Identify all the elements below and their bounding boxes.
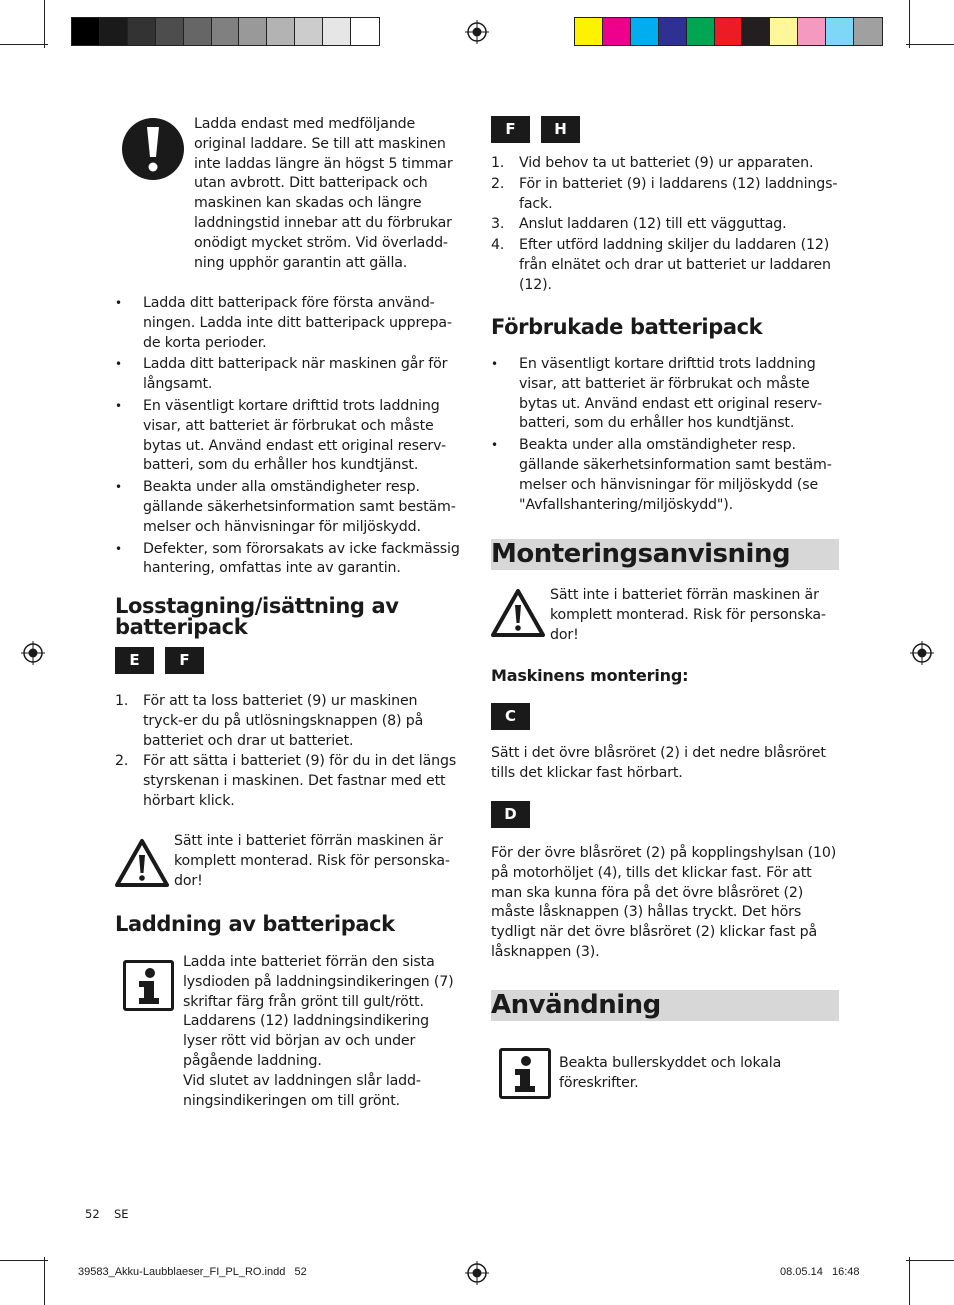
gray-color-bar [71, 17, 380, 46]
crop-mark [906, 44, 954, 45]
crop-mark [0, 44, 48, 45]
warning-charger-text: Ladda endast med medföljande original laddare. Se till att maskinen inte laddas längre än högst 5 timmar utan avbrott. Ditt batteripack och maskinen kan skadas och längre laddningstid innebar att du förbrukar onödigt mycket ström. Vid överladd-ning upphör garantin att gälla. [194, 116, 453, 271]
color-swatch [715, 18, 743, 45]
color-swatch [212, 18, 240, 45]
section-title-used-batteries: Förbrukade batteripack [491, 315, 763, 339]
file-name: 39583_Akku-Laubblaeser_FI_PL_RO.indd [78, 1266, 286, 1278]
list-item: 4. Efter utförd laddning skiljer du laddaren (12) från elnätet och drar ut batteriet ur laddaren (12). [491, 237, 831, 293]
list-item: • Defekter, som förorsakats av icke fackmässig hantering, omfattas inte av garantin. [115, 540, 462, 580]
color-swatch [826, 18, 854, 45]
list-item: • En väsentligt kortare drifttid trots laddning visar, att batteriet är förbrukat och måste bytas ut. Använd endast ett original reserv-batteri, som du erhåller hos kundtjänst. [115, 397, 462, 476]
figure-tag-f: F [491, 116, 530, 143]
crop-mark [44, 1257, 45, 1305]
crop-mark [0, 1260, 48, 1261]
step-d-text: För der övre blåsröret (2) på kopplingshylsan (10) på motorhöljet (4), tills det klickar fast. För att man ska kunna föra på det övre blåsröret (2) måste låsknappen (3) hållas tryckt. Det hörs tydligt när det övre blåsröret (2) klickar fast på låsknappen (3). [491, 845, 837, 960]
crop-mark [44, 0, 45, 48]
cmyk-color-bar [574, 17, 883, 46]
color-swatch [854, 18, 882, 45]
print-time: 16:48 [832, 1266, 860, 1278]
registration-mark-icon [910, 641, 934, 665]
figure-tag-d: D [491, 801, 530, 828]
print-date: 08.05.14 [780, 1266, 823, 1278]
subheading-machine-assembly: Maskinens montering: [491, 666, 689, 685]
color-swatch [659, 18, 687, 45]
list-item: • Ladda ditt batteripack före första använd-ningen. Ladda inte ditt batteripack upprepa-de korta perioder. [115, 294, 462, 353]
color-swatch [100, 18, 128, 45]
charge-steps-list [491, 154, 839, 297]
warning-mount-text: Sätt inte i batteriet förrän maskinen är komplett monterad. Risk för personska-dor! [174, 833, 450, 889]
heading-assembly: Monteringsanvisning [491, 539, 839, 570]
info-icon [123, 960, 174, 1011]
color-swatch [156, 18, 184, 45]
heading-usage: Användning [491, 990, 839, 1021]
section-title-remove-battery: Losstagning/isättning av batteripack [115, 594, 399, 639]
exclamation-icon [121, 117, 185, 181]
figure-tag-e: E [115, 647, 154, 674]
used-battery-bullet-list [491, 355, 839, 517]
color-swatch [267, 18, 295, 45]
figure-tag-h: H [541, 116, 580, 143]
list-item: • Beakta under alla omständigheter resp. gällande säkerhetsinformation samt bestäm-melser och hänvisningar för miljöskydd (se "Avfallshantering/miljöskydd"). [491, 436, 839, 515]
remove-steps-list [115, 692, 460, 813]
color-swatch [742, 18, 770, 45]
color-swatch [184, 18, 212, 45]
list-item: 1. För att ta loss batteriet (9) ur maskinen tryck-er du på utlösningsknappen (8) på batteriet och drar ut batteriet. [115, 693, 424, 749]
color-swatch [603, 18, 631, 45]
color-swatch [323, 18, 351, 45]
file-page: 52 [294, 1266, 307, 1278]
color-swatch [575, 18, 603, 45]
info-charging-text: Ladda inte batteriet förrän den sista lysdioden på laddningsindikeringen (7) skriftar färg från grönt till gult/rött. Laddarens (12) laddningsindikering lyser rött vid början av och under pågående laddning. Vid slutet av laddningen slår ladd-ningsindikeringen om till grönt. [183, 954, 454, 1109]
color-swatch [687, 18, 715, 45]
list-item: • Beakta under alla omständigheter resp. gällande säkerhetsinformation samt bestäm-melser och hänvisningar för miljöskydd. [115, 478, 462, 537]
registration-mark-icon [465, 1261, 489, 1285]
list-item: • Ladda ditt batteripack när maskinen går för långsamt. [115, 355, 462, 395]
crop-mark [909, 1257, 910, 1305]
info-icon [499, 1048, 551, 1099]
registration-mark-icon [21, 641, 45, 665]
color-swatch [128, 18, 156, 45]
warning-mount-text: Sätt inte i batteriet förrän maskinen är komplett monterad. Risk för personska-dor! [550, 587, 826, 643]
color-swatch [631, 18, 659, 45]
warning-triangle-icon [115, 838, 169, 888]
list-item: 2. För att sätta i batteriet (9) för du in det längs styrskenan i maskinen. Det fastnar med ett hörbart klick. [115, 753, 457, 809]
list-item: 1. Vid behov ta ut batteriet (9) ur apparaten. [491, 155, 814, 171]
page-number: 52 [85, 1207, 100, 1221]
print-timestamp [780, 1265, 860, 1279]
color-swatch [770, 18, 798, 45]
crop-mark [909, 0, 910, 48]
list-item: 2. För in batteriet (9) i laddarens (12) laddnings-fack. [491, 175, 838, 212]
section-title-charging: Laddning av batteripack [115, 912, 395, 936]
list-item: • En väsentligt kortare drifttid trots laddning visar, att batteriet är förbrukat och måste bytas ut. Använd endast ett original reserv-batteri, som du erhåller hos kundtjänst. [491, 355, 839, 434]
crop-mark [906, 1260, 954, 1261]
color-swatch [351, 18, 379, 45]
color-swatch [798, 18, 826, 45]
step-c-text: Sätt i det övre blåsröret (2) i det nedre blåsröret tills det klickar fast hörbart. [491, 745, 826, 781]
figure-tag-c: C [491, 703, 530, 730]
info-usage-text: Beakta bullerskyddet och lokala föreskrifter. [559, 1055, 782, 1091]
registration-mark-icon [465, 20, 489, 44]
warning-triangle-icon [491, 588, 545, 638]
file-info [78, 1265, 307, 1279]
color-swatch [295, 18, 323, 45]
battery-bullet-list [115, 294, 462, 581]
language-code: SE [114, 1207, 129, 1221]
color-swatch [72, 18, 100, 45]
list-item: 3. Anslut laddaren (12) till ett vägguttag. [491, 216, 787, 233]
figure-tag-f: F [165, 647, 204, 674]
color-swatch [239, 18, 267, 45]
